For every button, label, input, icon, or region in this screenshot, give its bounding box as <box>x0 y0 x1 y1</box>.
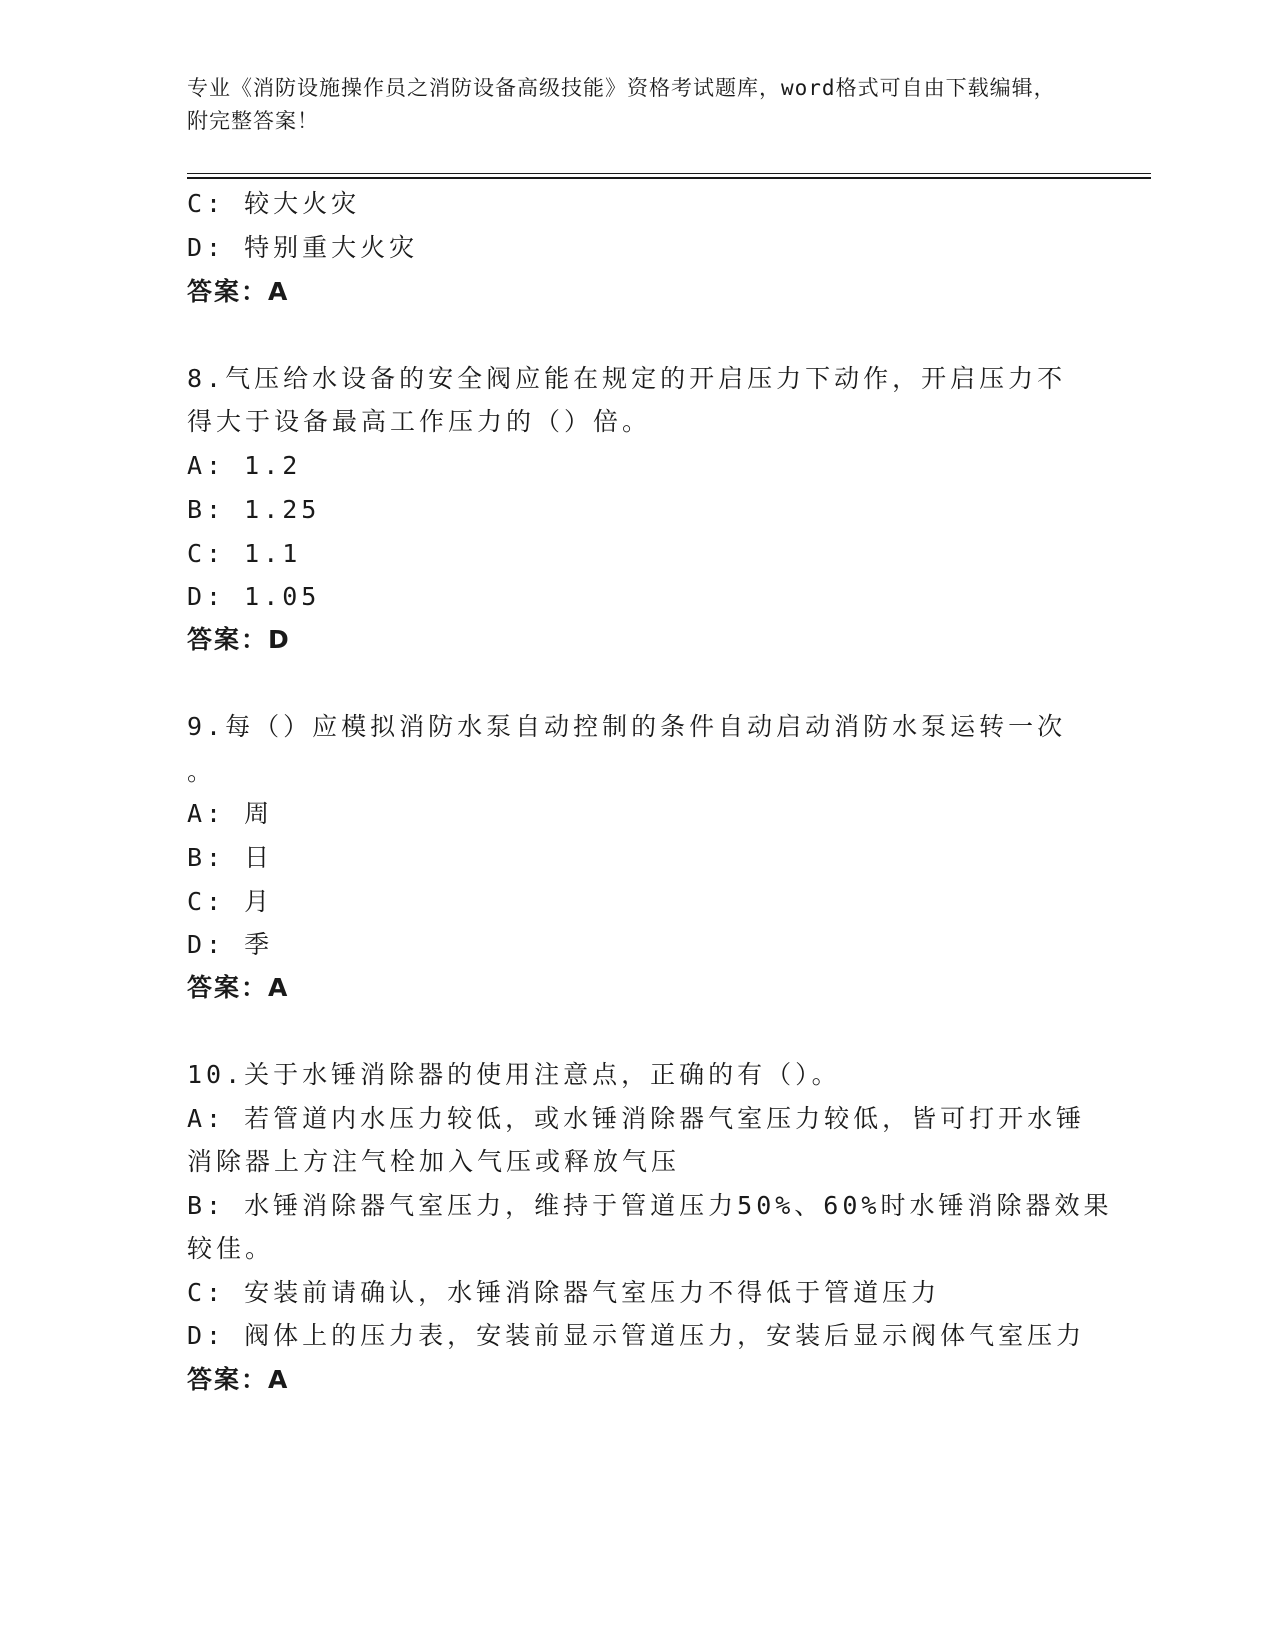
header-rule-thin <box>187 173 1151 174</box>
header-text: 专业《消防设施操作员之消防设备高级技能》资格考试题库，word格式可自由下载编辑，附完整答案！ <box>187 76 1056 133</box>
q8-option-d: D: 1.05 <box>187 582 321 611</box>
q8-option-c: C: 1.1 <box>187 539 302 568</box>
q10-option-a-line2: 消除器上方注气栓加入气压或释放气压 <box>187 1147 681 1176</box>
q8-stem-line2: 得大于设备最高工作压力的（）倍。 <box>187 407 652 436</box>
q10-answer: 答案：A <box>187 1365 290 1394</box>
q8-answer: 答案：D <box>187 625 291 654</box>
q10-option-d: D: 阀体上的压力表，安装前显示管道压力，安装后显示阀体气室压力 <box>187 1321 1086 1350</box>
q10-option-a-line1: A: 若管道内水压力较低，或水锤消除器气室压力较低，皆可打开水锤 <box>187 1104 1086 1133</box>
q9-stem-line2: 。 <box>187 757 217 786</box>
q7-option-c: C: 较大火灾 <box>187 189 361 218</box>
q9-option-d: D: 季 <box>187 930 274 959</box>
q10-stem-line1: 10.关于水锤消除器的使用注意点，正确的有（）。 <box>187 1060 841 1089</box>
q8-stem-line1: 8.气压给水设备的安全阀应能在规定的开启压力下动作，开启压力不 <box>187 364 1067 393</box>
q10-option-c: C: 安装前请确认，水锤消除器气室压力不得低于管道压力 <box>187 1278 941 1307</box>
q9-option-c: C: 月 <box>187 887 274 916</box>
q9-answer: 答案：A <box>187 973 290 1002</box>
q9-option-a: A: 周 <box>187 799 274 828</box>
q9-stem-line1: 9.每（）应模拟消防水泵自动控制的条件自动启动消防水泵运转一次 <box>187 712 1067 741</box>
q7-answer: 答案：A <box>187 277 290 306</box>
q8-option-a: A: 1.2 <box>187 451 302 480</box>
q8-option-b: B: 1.25 <box>187 495 321 524</box>
header-rule-thick <box>187 177 1151 179</box>
q9-option-b: B: 日 <box>187 843 274 872</box>
q10-option-b-line2: 较佳。 <box>187 1234 275 1263</box>
q7-option-d: D: 特别重大火灾 <box>187 233 419 262</box>
q10-option-b-line1: B: 水锤消除器气室压力，维持于管道压力50%、60%时水锤消除器效果 <box>187 1191 1113 1220</box>
